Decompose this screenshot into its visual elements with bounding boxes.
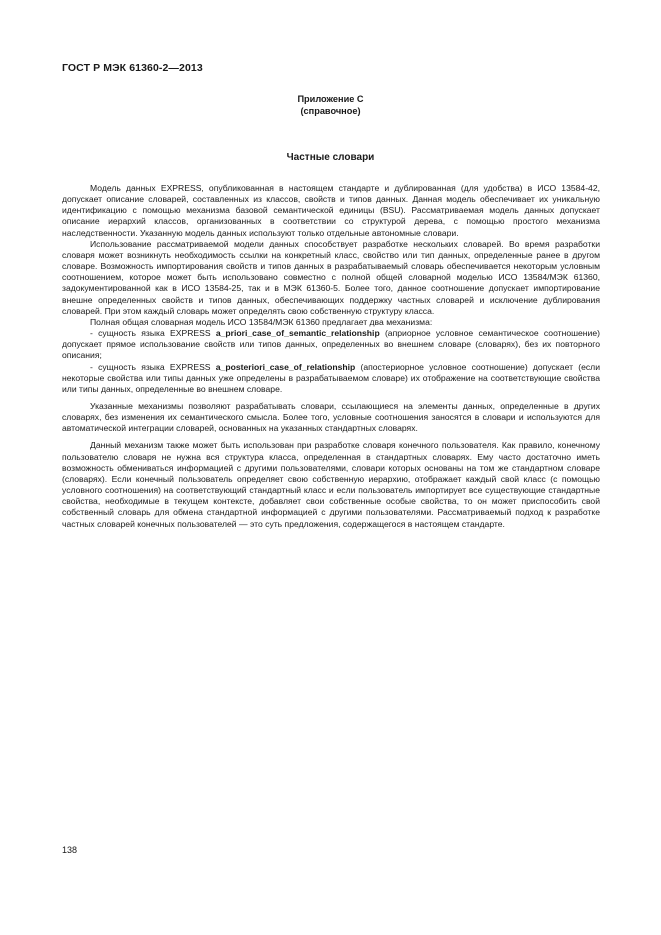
section-title: Частные словари	[286, 152, 375, 163]
list-item-prefix: - сущность языка EXPRESS	[90, 361, 216, 372]
express-entity-name: a_priori_case_of_semantic_relationship	[215, 328, 380, 339]
express-entity-name: a_posteriori_case_of_relationship	[215, 361, 356, 372]
appendix-title: Приложение С	[297, 94, 364, 104]
paragraph: Указанные механизмы позволяют разрабатывать словари, ссылающиеся на элементы данных, определенные в других словарях, без изменения их семантического смысла. Более того, условные соотношения заносятся в словари и используются для автоматической интеграции словарей, основанных на указанных стандартных словарях.	[62, 400, 600, 434]
paragraph: Использование рассматриваемой модели данных способствует разработке нескольких словарей. Во время разработки словаря может возникнуть необходимость ссылки на конкретный класс, свойство или тип данных, определенные ранее в другом словаре. Возможность импортирования свойств и типов данных в разрабатываемый словарь обеспечивается некоторым условным соотношением, которое может быть использовано совместно с полной общей словарной моделью ИСО 13584/МЭК 61360, задокументированной как в ИСО 13584-25, так и в МЭК 61360-5. Более того, данное соотношение допускает импортирование внешне определенных свойств и типов данных, обеспечивающих поддержку частных словарей и исключение дублирования словарей. При этом каждый словарь может определять свою собственную структуру класса.	[62, 238, 600, 316]
appendix-heading	[0, 93, 661, 117]
list-item	[62, 362, 600, 395]
paragraph: Данный механизм также может быть использован при разработке словаря конечного пользователя. Как правило, конечному пользователю словаря не нужна вся структура класса, определенная в стандартных словарях. Ему часто достаточно иметь возможность обмениваться информацией с другими пользователями, словари которых основаны на том же стандартном словаре (словарях). Если конечный пользователь определяет свою собственную иерархию, отображает каждый свой класс (с помощью условного соотношения) на соответствующий стандартный класс и если пользователь импортирует все существующие стандартные свойства, необходимые в текущем контексте, добавляет свои собственные особые свойства, то он может приспособить свой собственный словарь для обмена стандартной информацией с другими пользователями. Рассматриваемый подход к разработке частных словарей конечных пользователей — это суть предложения, содержащегося в настоящем стандарте.	[62, 440, 600, 529]
list-item-text: (апостериорное условное соотношение) допускает (если некоторые свойства или типы данных уже определены в разрабатываемом словаре) их отображение на соответствующие свойства или типы данных, определенные во внешнем словаре.	[62, 361, 600, 394]
standard-header: ГОСТ Р МЭК 61360-2—2013	[62, 62, 203, 74]
page-number: 138	[62, 845, 78, 855]
appendix-subtitle: (справочное)	[300, 106, 361, 116]
list-item-text: (априорное условное семантическое соотношение) допускает прямое использование свойств или типов данных, определенных во внешнем словаре (словарях), без их повторного описания;	[62, 328, 600, 361]
paragraph: Полная общая словарная модель ИСО 13584/МЭК 61360 предлагает два механизма:	[90, 316, 433, 327]
paragraph: Модель данных EXPRESS, опубликованная в настоящем стандарте и дублированная (для удобства) в ИСО 13584-42, допускает описание словарей, составленных из классов, свойств и типов данных. Данная модель обеспечивает их уникальную идентификацию с помощью механизма базовой семантической единицы (BSU). Рассматриваемая модель данных допускает описание иерархий классов, организованных в соответствии со структурой дерева, с помощью простого механизма наследственности. Указанную модель данных используют только отдельные автономные словари.	[62, 183, 600, 238]
list-item	[62, 328, 600, 361]
body-text	[62, 183, 600, 530]
list-item-prefix: - сущность языка EXPRESS	[90, 328, 216, 339]
